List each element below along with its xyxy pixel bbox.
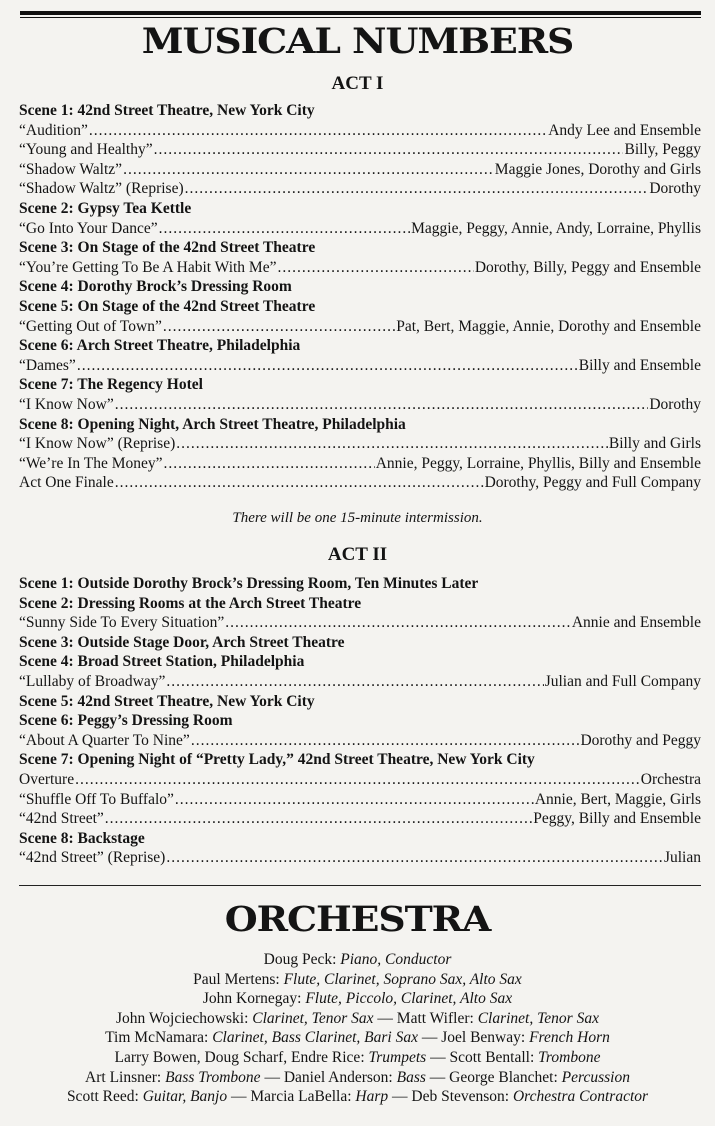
- song-performers: Maggie Jones, Dorothy and Girls: [494, 160, 701, 178]
- instrument: Orchestra Contractor: [512, 1088, 649, 1106]
- musician-name: — Joel Benway:: [418, 1029, 530, 1047]
- dot-leader: [164, 454, 375, 474]
- song-performers: Dorothy: [649, 395, 701, 413]
- instrument: Clarinet, Tenor Sax: [477, 1009, 599, 1027]
- dot-leader: [159, 219, 411, 239]
- song-entry: [19, 434, 701, 454]
- dot-leader: [277, 258, 473, 278]
- dot-leader: [175, 790, 534, 810]
- song-title: “42nd Street”: [19, 810, 104, 828]
- musician-name: — Matt Wifler:: [373, 1009, 478, 1027]
- scene-heading: Scene 6: Peggy’s Dressing Room: [19, 712, 233, 730]
- song-title: “Go Into Your Dance”: [19, 219, 158, 237]
- dot-leader: [115, 395, 649, 415]
- act-2-heading: ACT II: [327, 544, 388, 565]
- scene-heading: Scene 6: Arch Street Theatre, Philadelphia: [19, 337, 301, 355]
- song-performers: Annie and Ensemble: [571, 614, 701, 632]
- scene-heading: Scene 7: Opening Night of “Pretty Lady,” 42nd Street Theatre, New York City: [19, 751, 535, 769]
- musician-name: Doug Peck:: [263, 951, 341, 968]
- musician-name: Scott Reed:: [66, 1088, 143, 1106]
- song-performers: Dorothy, Billy, Peggy and Ensemble: [474, 258, 701, 276]
- song-entry: [19, 395, 701, 415]
- instrument: Clarinet, Tenor Sax: [252, 1009, 374, 1027]
- song-title: “Shadow Waltz”: [19, 160, 123, 178]
- song-title: “42nd Street” (Reprise): [19, 849, 166, 867]
- dot-leader: [105, 809, 532, 829]
- song-title: “Shadow Waltz” (Reprise): [19, 180, 184, 198]
- act-2-list: [19, 574, 701, 868]
- dot-leader: [89, 121, 547, 141]
- dot-leader: [75, 770, 640, 790]
- dot-leader: [176, 434, 608, 454]
- song-performers: Dorothy, Peggy and Full Company: [484, 474, 701, 492]
- musician-name: Larry Bowen, Doug Scharf, Endre Rice:: [114, 1048, 369, 1066]
- song-title: “Young and Healthy”: [19, 141, 153, 159]
- song-performers: Julian and Full Company: [544, 672, 701, 690]
- instrument: Piano, Conductor: [340, 951, 452, 968]
- instrument: French Horn: [529, 1029, 610, 1047]
- instrument: Flute, Clarinet, Soprano Sax, Alto Sax: [283, 970, 522, 988]
- song-title: “About A Quarter To Nine”: [19, 731, 190, 749]
- musician-name: — Daniel Anderson:: [260, 1068, 397, 1086]
- song-performers: Dorothy: [649, 180, 701, 198]
- instrument: Bass Trombone: [165, 1068, 261, 1086]
- musician-name: — George Blanchet:: [425, 1068, 562, 1086]
- musician-name: — Scott Bentall:: [426, 1048, 539, 1066]
- dot-leader: [154, 140, 624, 160]
- song-performers: Billy, Peggy: [624, 141, 701, 159]
- scene-heading: Scene 1: 42nd Street Theatre, New York City: [19, 102, 315, 119]
- orchestra-heading: ORCHESTRA: [224, 899, 491, 940]
- section-divider: [19, 885, 701, 886]
- song-entry: [19, 179, 701, 199]
- scene-heading: Scene 7: The Regency Hotel: [19, 376, 203, 394]
- song-entry: [19, 317, 701, 337]
- song-entry: [19, 848, 701, 868]
- song-title: Overture: [19, 770, 75, 788]
- song-entry: [19, 790, 701, 810]
- song-title: “Shuffle Off To Buffalo”: [19, 790, 174, 808]
- musician-name: Art Linsner:: [85, 1068, 166, 1086]
- dot-leader: [191, 731, 580, 751]
- scene-heading: Scene 5: On Stage of the 42nd Street Theatre: [19, 297, 316, 315]
- song-title: Act One Finale: [19, 474, 114, 492]
- top-rule-thick: [20, 11, 701, 15]
- scene-heading: Scene 5: 42nd Street Theatre, New York City: [19, 692, 315, 710]
- instrument: Harp: [355, 1088, 389, 1106]
- song-entry: [19, 454, 701, 474]
- scene-heading: Scene 2: Gypsy Tea Kettle: [19, 199, 192, 217]
- song-title: “You’re Getting To Be A Habit With Me”: [19, 258, 277, 276]
- instrument: Flute, Piccolo, Clarinet, Alto Sax: [305, 990, 513, 1008]
- orchestra-list: [0, 950, 715, 1107]
- song-entry: [19, 731, 701, 751]
- song-entry: [19, 613, 701, 633]
- song-entry: [19, 770, 701, 790]
- scene-heading: Scene 4: Dorothy Brock’s Dressing Room: [19, 278, 292, 296]
- dot-leader: [185, 179, 649, 199]
- musical-numbers-heading: MUSICAL NUMBERS: [141, 21, 574, 62]
- song-entry: [19, 473, 701, 493]
- instrument: Trumpets: [368, 1048, 427, 1066]
- song-entry: [19, 672, 701, 692]
- orchestra-member-line: [0, 989, 715, 1009]
- scene-heading: Scene 4: Broad Street Station, Philadelphia: [19, 653, 305, 671]
- dot-leader: [115, 473, 484, 493]
- song-title: “Sunny Side To Every Situation”: [19, 614, 225, 632]
- instrument: Guitar, Banjo: [142, 1088, 228, 1106]
- dot-leader: [225, 613, 571, 633]
- song-title: “We’re In The Money”: [19, 454, 163, 472]
- song-title: “Dames”: [19, 356, 76, 374]
- song-performers: Maggie, Peggy, Annie, Andy, Lorraine, Phyllis: [411, 219, 701, 237]
- musician-name: — Deb Stevenson:: [388, 1088, 513, 1106]
- song-entry: [19, 219, 701, 239]
- song-performers: Julian: [663, 849, 701, 867]
- top-rule-thin: [20, 17, 701, 18]
- song-entry: [19, 140, 701, 160]
- orchestra-member-line: [0, 970, 715, 990]
- instrument: Bass: [396, 1068, 426, 1086]
- song-performers: Billy and Ensemble: [578, 356, 701, 374]
- song-performers: Andy Lee and Ensemble: [548, 121, 701, 139]
- orchestra-member-line: [0, 1087, 715, 1107]
- orchestra-member-line: [0, 950, 715, 970]
- musician-name: John Wojciechowski:: [116, 1009, 253, 1027]
- song-title: “Audition”: [19, 121, 88, 139]
- song-title: “Lullaby of Broadway”: [19, 672, 166, 690]
- song-title: “Getting Out of Town”: [19, 317, 162, 335]
- song-entry: [19, 809, 701, 829]
- musician-name: Tim McNamara:: [105, 1029, 213, 1047]
- scene-heading: Scene 8: Backstage: [19, 829, 145, 847]
- scene-heading: Scene 1: Outside Dorothy Brock’s Dressing Room, Ten Minutes Later: [19, 575, 479, 592]
- musician-name: — Marcia LaBella:: [227, 1088, 356, 1106]
- orchestra-member-line: [0, 1068, 715, 1088]
- orchestra-member-line: [0, 1028, 715, 1048]
- dot-leader: [163, 317, 395, 337]
- song-performers: Billy and Girls: [608, 435, 701, 453]
- song-performers: Peggy, Billy and Ensemble: [533, 810, 701, 828]
- act-1-list: [19, 101, 701, 493]
- act-1-heading: ACT I: [331, 73, 384, 94]
- dot-leader: [77, 356, 578, 376]
- song-performers: Annie, Peggy, Lorraine, Phyllis, Billy and Ensemble: [375, 454, 701, 472]
- musician-name: Paul Mertens:: [193, 970, 284, 988]
- instrument: Clarinet, Bass Clarinet, Bari Sax: [212, 1029, 418, 1047]
- scene-heading: Scene 2: Dressing Rooms at the Arch Street Theatre: [19, 594, 362, 612]
- instrument: Percussion: [561, 1068, 630, 1086]
- song-performers: Dorothy and Peggy: [580, 731, 701, 749]
- song-performers: Pat, Bert, Maggie, Annie, Dorothy and Ensemble: [396, 317, 701, 335]
- dot-leader: [166, 672, 543, 692]
- orchestra-member-line: [0, 1009, 715, 1029]
- song-entry: [19, 258, 701, 278]
- dot-leader: [166, 848, 663, 868]
- song-entry: [19, 121, 701, 141]
- scene-heading: Scene 8: Opening Night, Arch Street Theatre, Philadelphia: [19, 415, 406, 433]
- song-entry: [19, 356, 701, 376]
- song-performers: Annie, Bert, Maggie, Girls: [534, 790, 701, 808]
- song-entry: [19, 160, 701, 180]
- orchestra-member-line: [0, 1048, 715, 1068]
- scene-heading: Scene 3: On Stage of the 42nd Street Theatre: [19, 239, 316, 257]
- song-title: “I Know Now”: [19, 395, 114, 413]
- intermission-note: There will be one 15-minute intermission.: [232, 510, 483, 526]
- musician-name: John Kornegay:: [202, 990, 306, 1008]
- scene-heading: Scene 3: Outside Stage Door, Arch Street Theatre: [19, 633, 345, 651]
- dot-leader: [123, 160, 494, 180]
- instrument: Trombone: [538, 1048, 601, 1066]
- song-title: “I Know Now” (Reprise): [19, 435, 176, 453]
- song-performers: Orchestra: [640, 770, 701, 788]
